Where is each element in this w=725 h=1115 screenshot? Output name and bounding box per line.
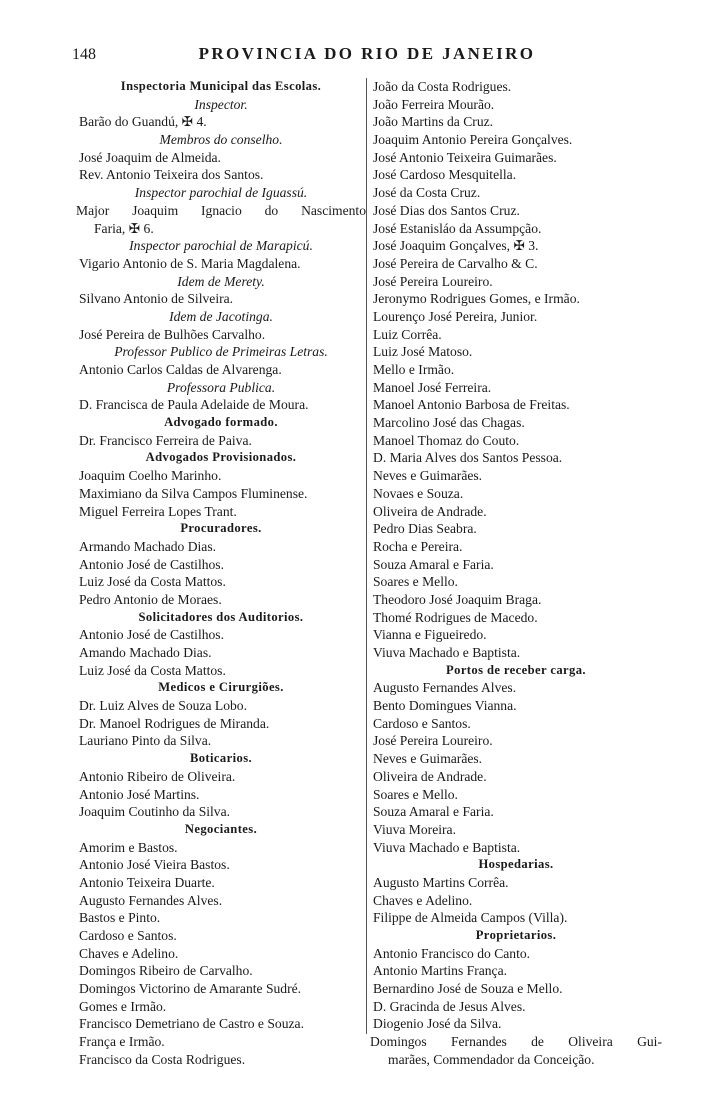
- left-entry: Barão do Guandú, ✠ 4.: [79, 114, 207, 130]
- right-entry: Diogenio José da Silva.: [373, 1016, 502, 1032]
- right-entry: Viuva Machado e Baptista.: [373, 645, 521, 660]
- right-entry: José Estanisláo da Assumpção.: [373, 220, 542, 236]
- right-entry: Theodoro José Joaquim Braga.: [373, 591, 542, 607]
- right-entry: D. Gracinda de Jesus Alves.: [373, 998, 526, 1014]
- left-subheading: Idem de Merety.: [177, 273, 265, 289]
- left-section-heading: Advogado formado.: [164, 415, 278, 430]
- left-entry: Antonio José de Castilhos.: [79, 627, 224, 643]
- right-entry: Novaes e Souza.: [373, 485, 464, 501]
- left-entry: Francisco Demetriano de Castro e Souza.: [79, 1016, 304, 1032]
- right-entry: Oliveira de Andrade.: [373, 503, 487, 519]
- left-entry: Antonio José Martins.: [79, 786, 200, 802]
- left-subheading: Professor Publico de Primeiras Letras.: [114, 344, 328, 360]
- left-subheading: Idem de Jacotinga.: [169, 308, 273, 324]
- right-entry: Augusto Martins Corrêa.: [373, 874, 509, 890]
- left-subheading: Inspector parochial de Iguassú.: [134, 185, 308, 201]
- right-entry: Soares e Mello.: [373, 574, 458, 590]
- left-section-heading: Medicos e Cirurgiões.: [158, 680, 284, 695]
- right-entry: Manoel Thomaz do Couto.: [373, 432, 520, 448]
- left-section-heading: Inspectoria Municipal das Escolas.: [120, 79, 322, 93]
- left-subheading: Inspector parochial de Marapicú.: [129, 238, 313, 254]
- left-section-heading: Solicitadores dos Auditorios.: [138, 609, 304, 624]
- left-section-heading: Advogados Provisionados.: [145, 450, 297, 465]
- running-title: PROVINCIA DO RIO DE JANEIRO: [198, 44, 536, 63]
- right-entry: José Pereira Loureiro.: [373, 273, 493, 289]
- right-entry: José Pereira de Carvalho & C.: [373, 255, 538, 271]
- right-entry: Antonio Martins França.: [373, 963, 508, 979]
- right-entry: Thomé Rodrigues de Macedo.: [373, 609, 538, 625]
- left-entry: Dr. Francisco Ferreira de Paiva.: [79, 432, 252, 448]
- right-entry: João Martins da Cruz.: [373, 114, 494, 130]
- right-entry: José da Costa Cruz.: [373, 185, 481, 201]
- right-entry: Oliveira de Andrade.: [373, 768, 487, 784]
- left-column: [76, 78, 366, 1069]
- right-entry: Viuva Machado e Baptista.: [373, 839, 521, 855]
- right-entry: José Cardoso Mesquitella.: [373, 167, 517, 183]
- right-entry: Chaves e Adelino.: [373, 892, 473, 908]
- right-entry: Manoel José Ferreira.: [373, 379, 492, 395]
- left-entry: Rev. Antonio Teixeira dos Santos.: [79, 167, 264, 183]
- right-section-heading: Portos de receber carga.: [446, 662, 586, 677]
- right-entry: José Pereira Loureiro.: [373, 733, 493, 749]
- right-entry: Vianna e Figueiredo.: [373, 627, 487, 643]
- left-entry: Antonio Carlos Caldas de Alvarenga.: [79, 362, 282, 377]
- right-entry: Mello e Irmão.: [373, 362, 455, 377]
- left-entry: Miguel Ferreira Lopes Trant.: [79, 503, 237, 519]
- left-entry: Vigario Antonio de S. Maria Magdalena.: [79, 255, 301, 271]
- left-entry: Joaquim Coutinho da Silva.: [79, 804, 231, 820]
- right-entry: José Dias dos Santos Cruz.: [373, 202, 520, 218]
- right-entry: Manoel Antonio Barbosa de Freitas.: [373, 397, 570, 413]
- left-entry: Dr. Manoel Rodrigues de Miranda.: [79, 715, 270, 731]
- left-entry: Faria, ✠ 6.: [94, 220, 154, 236]
- left-entry: Pedro Antonio de Moraes.: [79, 591, 222, 607]
- right-entry: Cardoso e Santos.: [373, 715, 471, 731]
- left-entry: Gomes e Irmão.: [79, 998, 167, 1014]
- left-section-heading: Procuradores.: [180, 521, 262, 536]
- left-entry: Francisco da Costa Rodrigues.: [79, 1051, 246, 1067]
- right-entry: Lourenço José Pereira, Junior.: [373, 308, 538, 324]
- left-subheading: Membros do conselho.: [159, 132, 283, 148]
- right-entry: Antonio Francisco do Canto.: [373, 945, 531, 961]
- left-subheading: Inspector.: [194, 96, 248, 112]
- right-entry: Bento Domingues Vianna.: [373, 698, 517, 714]
- left-entry: Antonio Teixeira Duarte.: [79, 874, 215, 890]
- left-entry: Bastos e Pinto.: [79, 910, 161, 926]
- right-entry: Souza Amaral e Faria.: [373, 804, 494, 820]
- left-entry: Joaquim Coelho Marinho.: [79, 468, 222, 484]
- left-entry: Antonio José Vieira Bastos.: [79, 857, 230, 873]
- left-entry: Major Joaquim Ignacio do Nascimento: [76, 202, 366, 218]
- left-entry: Amando Machado Dias.: [79, 645, 212, 660]
- right-entry: D. Maria Alves dos Santos Pessoa.: [373, 450, 563, 466]
- right-entry: José Antonio Teixeira Guimarães.: [373, 149, 557, 165]
- left-subheading: Professora Publica.: [166, 379, 276, 395]
- left-entry: Amorim e Bastos.: [79, 839, 178, 855]
- left-entry: Chaves e Adelino.: [79, 945, 179, 961]
- left-entry: José Joaquim de Almeida.: [79, 149, 221, 165]
- right-entry: Souza Amaral e Faria.: [373, 556, 494, 572]
- right-entry: Domingos Fernandes de Oliveira Gui-: [370, 1034, 662, 1050]
- right-entry: Neves e Guimarães.: [373, 468, 483, 484]
- right-entry: João da Costa Rodrigues.: [373, 79, 512, 94]
- left-entry: D. Francisca de Paula Adelaide de Moura.: [79, 397, 309, 413]
- right-section-heading: Proprietarios.: [475, 928, 557, 942]
- right-entry: Pedro Dias Seabra.: [373, 521, 477, 537]
- left-entry: Domingos Ribeiro de Carvalho.: [79, 963, 253, 979]
- left-entry: Antonio José de Castilhos.: [79, 556, 224, 572]
- left-entry: Silvano Antonio de Silveira.: [79, 291, 234, 307]
- left-section-heading: Boticarios.: [189, 751, 253, 766]
- left-entry: Luiz José da Costa Mattos.: [79, 662, 226, 678]
- right-entry: Filippe de Almeida Campos (Villa).: [373, 910, 568, 926]
- left-entry: Lauriano Pinto da Silva.: [79, 733, 212, 749]
- left-entry: Maximiano da Silva Campos Fluminense.: [79, 485, 308, 501]
- left-section-heading: Negociantes.: [184, 821, 258, 836]
- right-entry: Jeronymo Rodrigues Gomes, e Irmão.: [373, 291, 580, 307]
- left-entry: Dr. Luiz Alves de Souza Lobo.: [79, 698, 248, 714]
- right-entry: Augusto Fernandes Alves.: [373, 680, 517, 696]
- right-entry: Luiz Corrêa.: [373, 326, 442, 342]
- left-entry: Luiz José da Costa Mattos.: [79, 574, 226, 590]
- right-entry: Luiz José Matoso.: [373, 344, 473, 360]
- right-entry: Joaquim Antonio Pereira Gonçalves.: [373, 132, 573, 148]
- left-entry: França e Irmão.: [79, 1034, 165, 1050]
- page-number: 148: [72, 46, 96, 63]
- right-column: [370, 78, 662, 1069]
- right-entry: Viuva Moreira.: [373, 821, 456, 837]
- right-entry: Soares e Mello.: [373, 786, 458, 802]
- right-entry: Rocha e Pereira.: [373, 538, 463, 554]
- left-entry: Antonio Ribeiro de Oliveira.: [79, 768, 236, 784]
- left-entry: Cardoso e Santos.: [79, 928, 177, 943]
- right-entry: João Ferreira Mourão.: [373, 96, 495, 112]
- left-entry: Domingos Victorino de Amarante Sudré.: [79, 981, 302, 997]
- right-entry: Bernardino José de Souza e Mello.: [373, 981, 563, 997]
- column-divider: [366, 78, 367, 1034]
- right-section-heading: Hospedarias.: [478, 857, 554, 872]
- left-entry: José Pereira de Bulhões Carvalho.: [79, 326, 266, 342]
- right-entry: marães, Commendador da Conceição.: [388, 1051, 595, 1067]
- left-entry: Armando Machado Dias.: [79, 538, 217, 554]
- left-entry: Augusto Fernandes Alves.: [79, 892, 223, 908]
- right-entry: Marcolino José das Chagas.: [373, 415, 525, 431]
- right-entry: José Joaquim Gonçalves, ✠ 3.: [373, 238, 539, 254]
- page-header: [72, 44, 662, 70]
- right-entry: Neves e Guimarães.: [373, 751, 483, 767]
